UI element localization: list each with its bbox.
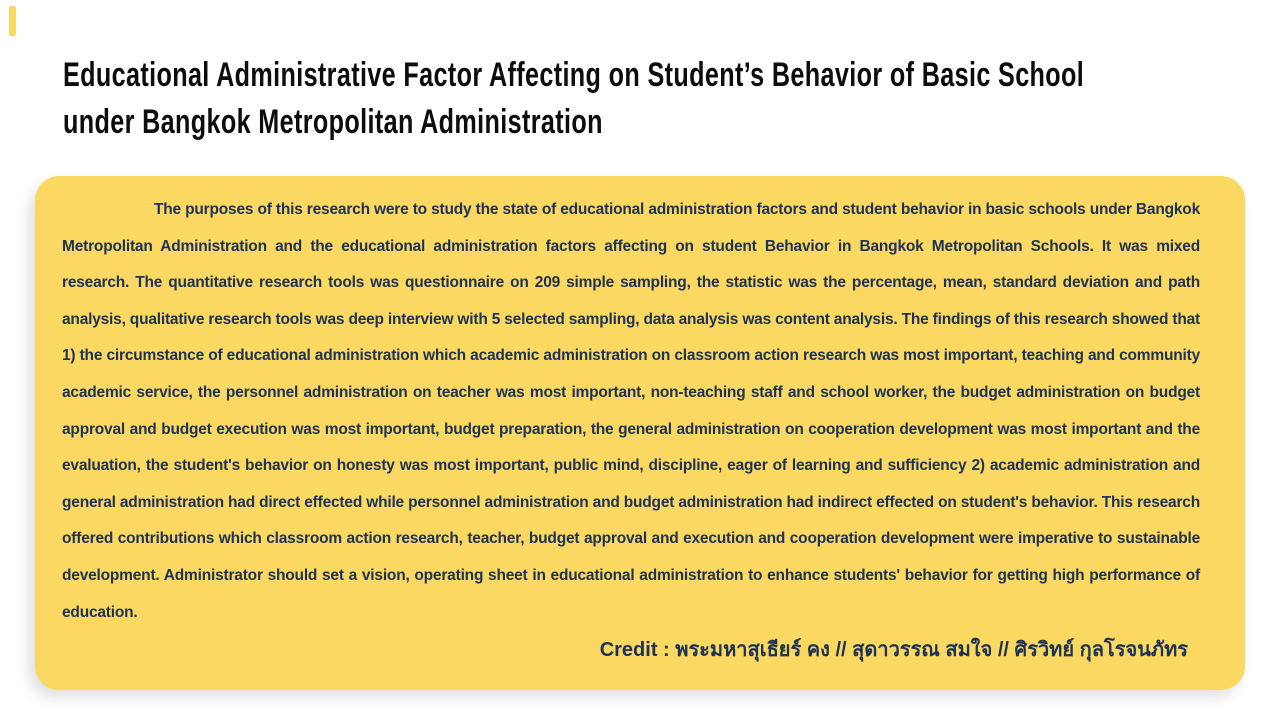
abstract-paragraph: The purposes of this research were to study the state of educational administration factors and student behavior in basic schools under Bangkok Metropolitan Administration and the educational administration factors affecting on student Behavior in Bangkok Metropolitan Schools. It was mixed research. The quantitative research tools was questionnaire on 209 simple sampling, the statistic was the percentage, mean, standard deviation and path analysis, qualitative research tools was deep interview with 5 selected sampling, data analysis was content analysis. The findings of this research showed that 1) the circumstance of educational administration which academic administration on classroom action research was most important, teaching and community academic service, the personnel administration on teacher was most important, non-teaching staff and school worker, the budget administration on budget approval and budget execution was most important, budget preparation, the general administration on cooperation development was most important and the evaluation, the student's behavior on honesty was most important, public mind, discipline, eager of learning and sufficiency 2) academic administration and general administration had direct effected while personnel administration and budget administration had indirect effected on student's behavior. This research offered contributions which classroom action research, teacher, budget approval and execution and cooperation development were imperative to sustainable development. Administrator should set a vision, operating sheet in educational administration to enhance students' behavior for getting high performance of education. xyxy=(62,201,1200,621)
credit-line: Credit : พระมหาสุเธียร์ คง // สุดาวรรณ สมใจ // ศิรวิทย์ กุลโรจนภัทร xyxy=(599,639,1188,662)
abstract-card xyxy=(35,176,1245,690)
page-title xyxy=(63,52,1084,146)
accent-bar xyxy=(9,6,16,36)
page-title-line-2: under Bangkok Metropolitan Administration xyxy=(63,103,603,141)
page-title-line-1: Educational Administrative Factor Affecting on Student’s Behavior of Basic School xyxy=(63,56,1085,94)
